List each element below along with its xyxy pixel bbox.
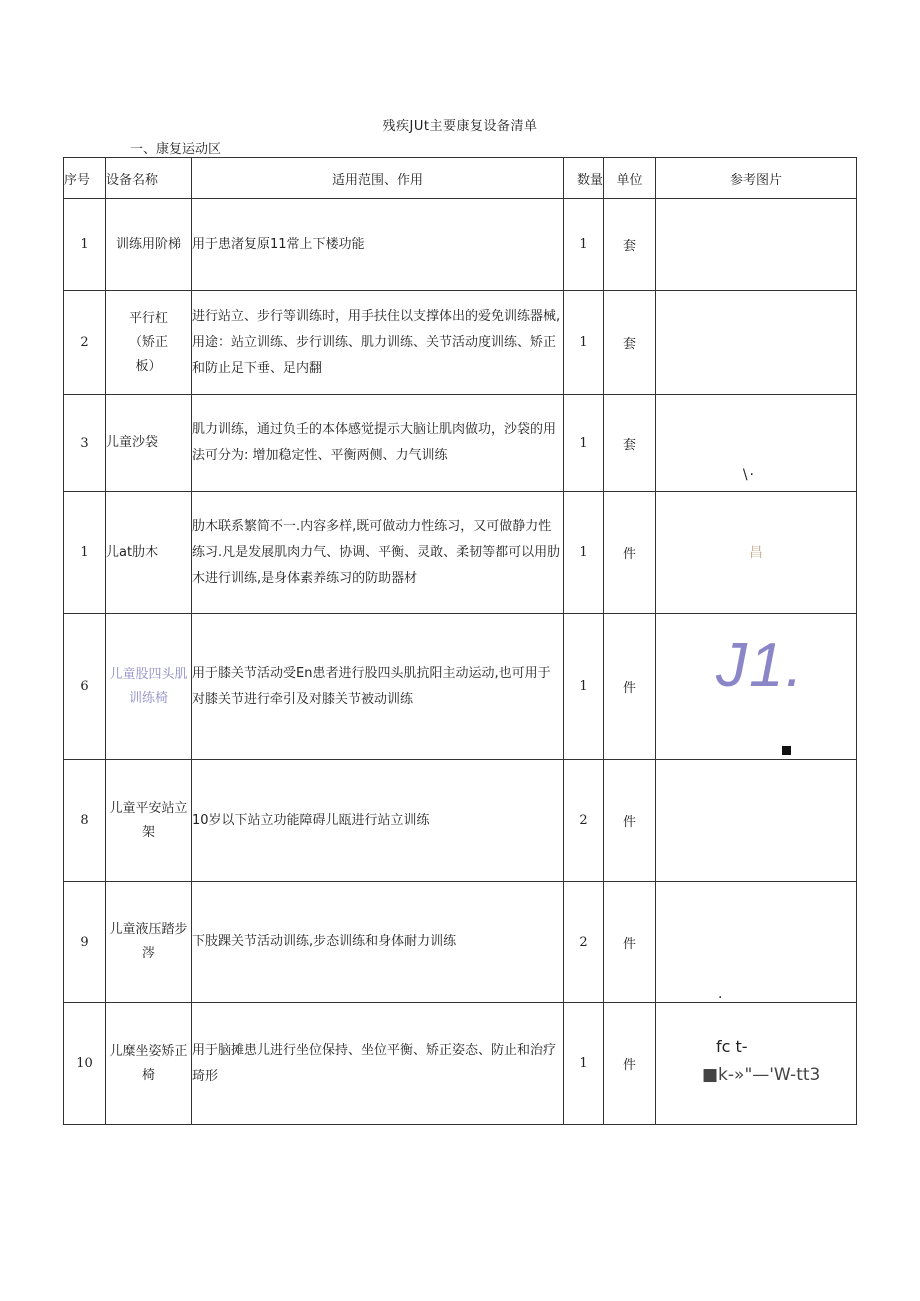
row-qty: 2: [564, 882, 604, 1003]
row-qty: 1: [564, 395, 604, 492]
row-no: 8: [64, 760, 106, 882]
equipment-table: [63, 157, 857, 1125]
image-fragment: ■k-»"—'W-tt3: [702, 1065, 821, 1085]
row-name: 儿糜坐姿矫正椅: [106, 1003, 192, 1125]
table-row: [64, 199, 857, 291]
table-header-row: [64, 158, 857, 199]
row-unit: 件: [604, 492, 656, 614]
table-row: [64, 395, 857, 492]
row-name: 训练用阶梯: [106, 199, 192, 291]
row-image-cell: [656, 492, 857, 614]
row-desc: 用于患渚复原11常上下楼功能: [192, 199, 564, 291]
row-qty: 2: [564, 760, 604, 882]
header-no: 序号: [64, 158, 106, 199]
header-img: 参考图片: [656, 158, 857, 199]
header-name: 设备名称: [106, 158, 192, 199]
row-desc: 进行站立、步行等训练时，用手扶住以支撑体出的爱免训练器械,用途：站立训练、步行训练、肌力训练、关节活动度训练、矫正和防止足下垂、足内翻: [192, 291, 564, 395]
image-fragment: .: [718, 986, 723, 1002]
row-name: 儿童液压踏步涔: [106, 882, 192, 1003]
row-name-line: 平行杠: [128, 310, 168, 326]
row-no: 1: [64, 492, 106, 614]
table-row: [64, 882, 857, 1003]
row-unit: 件: [604, 882, 656, 1003]
square-marker-icon: [782, 746, 791, 755]
table-row: [64, 492, 857, 614]
row-unit: 套: [604, 291, 656, 395]
image-fragment: fc t-: [716, 1037, 748, 1056]
row-name: [106, 291, 192, 395]
header-desc: 适用范围、作用: [192, 158, 564, 199]
document-title: 残疾JUt主要康复设备清单: [382, 119, 538, 134]
row-image-cell: [656, 614, 857, 760]
row-name-line: 板）: [135, 358, 162, 374]
row-no: 9: [64, 882, 106, 1003]
row-desc: 肋木联系繁简不一.内容多样,既可做动力性练习，又可做静力性练习.凡是发展肌肉力气、协调、平衡、灵敢、柔韧等都可以用肋木进行训练,是身体素养练习的防助器材: [192, 492, 564, 614]
row-unit: 套: [604, 395, 656, 492]
row-no: 2: [64, 291, 106, 395]
header-qty: 数量: [564, 158, 604, 199]
row-desc: 肌力训练，通过负壬的本体感觉提示大脑让肌肉做功，沙袋的用法可分为: 增加稳定性、平衡两侧、力气训练: [192, 395, 564, 492]
row-unit: 件: [604, 614, 656, 760]
table-row: [64, 291, 857, 395]
image-fragment: J1.: [716, 631, 805, 700]
row-desc: 用于膝关节活动受En患者进行股四头肌抗阳主动运动,也可用于对膝关节进行牵引及对膝关节被动训练: [192, 614, 564, 760]
section-heading: 一、康复运动区: [130, 142, 222, 157]
row-desc: 10岁以下站立功能障碍儿瓯进行站立训练: [192, 760, 564, 882]
row-image-cell: [656, 291, 857, 395]
header-unit: 单位: [604, 158, 656, 199]
row-desc: 下肢踝关节活动训练,步态训练和身体耐力训练: [192, 882, 564, 1003]
row-qty: 1: [564, 199, 604, 291]
row-no: 1: [64, 199, 106, 291]
row-unit: 件: [604, 1003, 656, 1125]
table-row: [64, 760, 857, 882]
row-image-cell: [656, 760, 857, 882]
table-row: [64, 1003, 857, 1125]
row-name-line: （矫正: [128, 334, 168, 350]
table-row: [64, 614, 857, 760]
row-qty: 1: [564, 291, 604, 395]
image-fragment: 昌: [749, 545, 763, 561]
row-image-cell: [656, 199, 857, 291]
row-qty: 1: [564, 1003, 604, 1125]
row-qty: 1: [564, 492, 604, 614]
row-name: 儿at肋木: [106, 492, 192, 614]
row-no: 3: [64, 395, 106, 492]
image-fragment: \·: [742, 467, 756, 483]
row-name: 儿童沙袋: [106, 395, 192, 492]
row-image-cell: [656, 882, 857, 1003]
row-name: 儿童平安站立架: [106, 760, 192, 882]
row-desc: 用于脑摊患儿进行坐位保持、坐位平衡、矫正姿态、防止和治疗琦形: [192, 1003, 564, 1125]
row-image-cell: [656, 1003, 857, 1125]
row-qty: 1: [564, 614, 604, 760]
row-no: 6: [64, 614, 106, 760]
row-unit: 件: [604, 760, 656, 882]
row-no: 10: [64, 1003, 106, 1125]
row-unit: 套: [604, 199, 656, 291]
row-image-cell: [656, 395, 857, 492]
row-name: 儿童股四头肌训练椅: [106, 614, 192, 760]
